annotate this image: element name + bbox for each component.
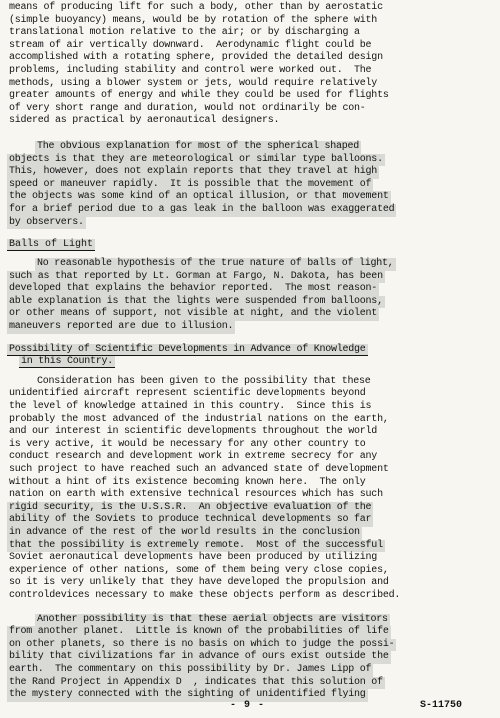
highlighted-line: This, however, does not explain reports that they travel at high <box>9 166 378 178</box>
text-line: the level of knowledge attained in this country. Since this is <box>9 401 372 413</box>
text-line: Consideration has been given to the possibility that these <box>37 375 371 387</box>
highlighted-line: or other means of support, not visible at night, and the violent <box>9 308 378 320</box>
page-number: - 9 - <box>230 700 266 711</box>
highlighted-line: maneuvers reported are due to illusion. <box>9 321 234 333</box>
highlighted-line: No reasonable hypothesis of the true nature of balls of light, <box>37 258 394 270</box>
text-line: Soviet aeronautical developments have been produced by utilizing <box>9 552 378 564</box>
highlighted-line: Another possibility is that these aerial objects are visitors <box>37 613 388 625</box>
highlighted-line: for a brief period due to a gas leak in the balloon was exaggerated <box>9 203 395 215</box>
text-line: methods, using a blower system or jets, would require relatively <box>9 77 378 89</box>
highlighted-line: by observers. <box>9 216 84 228</box>
spherical-objects-paragraph <box>9 141 490 229</box>
highlighted-line: from another planet. Little is known of the probabilities of life <box>9 626 389 638</box>
text-line: unidentified aircraft represent scientific developments beyond <box>9 388 366 400</box>
highlighted-line: bility that civilizations far in advance of ours exist outside the <box>9 651 389 663</box>
text-line: sidered as practical by aeronautical designers. <box>9 115 280 127</box>
section-heading-continued: in this Country. <box>21 356 114 368</box>
highlighted-line: the Rand Project in Appendix D , indicates that this solution of <box>9 676 383 688</box>
text-line: so it is very unlikely that they have developed the propulsion and <box>9 577 389 589</box>
highlighted-line: the objects was some kind of an optical illusion, or that movement <box>9 191 389 203</box>
highlighted-line: developed that explains the behavior reported. The most reason- <box>9 283 378 295</box>
consideration-paragraph <box>9 376 490 603</box>
section-heading: Possibility of Scientific Developments in Advance of Knowledge <box>9 343 366 355</box>
balls-of-light-heading-wrap <box>9 239 490 251</box>
highlighted-line: speed or maneuver rapidly. It is possible that the movement of <box>9 178 372 190</box>
text-line: nation on earth with extensive technical resources which has such <box>9 489 383 501</box>
highlighted-line: such as that reported by Lt. Gorman at Fargo, N. Dakota, has been <box>9 270 383 282</box>
highlighted-line: able explanation is that the lights were suspended from balloons, <box>9 295 383 307</box>
text-line: greater amounts of energy and while they could be used for flights <box>9 90 389 102</box>
section-heading: Balls of Light <box>9 239 94 251</box>
text-line: such project to have reached such an advanced state of development <box>9 464 389 475</box>
text-line: of very short range and duration, would not ordinarily be con- <box>9 102 366 114</box>
highlighted-line: the mystery connected with the sighting of unidentified flying <box>9 689 366 701</box>
text-line: means of producing lift for such a body, other than by aerostatic <box>9 2 383 13</box>
highlighted-line: on other planets, so there is no basis on which to judge the possi- <box>9 638 395 650</box>
text-line: stream of air vertically downward. Aerodynamic flight could be <box>9 39 372 51</box>
highlighted-line: earth. The commentary on this possibility by Dr. James Lipp of <box>9 663 372 675</box>
scientific-developments-heading-wrap <box>9 344 490 369</box>
text-line: (simple buoyancy) means, would be by rotation of the sphere with <box>9 14 378 26</box>
text-line: is very active, it would be necessary for any other country to <box>9 438 366 450</box>
text-line: translational motion relative to the air; or by discharging a <box>9 27 360 39</box>
balls-of-light-paragraph <box>9 258 490 334</box>
highlighted-line: in advance of the rest of the world results in the conclusion <box>9 526 360 538</box>
text-line: controldevices necessary to make these objects perform as described. <box>9 589 401 601</box>
text-line: without a hint of its existence becoming known here. The only <box>9 476 366 488</box>
visitors-paragraph <box>9 614 490 702</box>
intro-paragraph <box>9 2 490 128</box>
text-line: problems, including stability and control were worked out. The <box>9 64 372 76</box>
highlighted-line: that the possibility is extremely remote. Most of the successful <box>9 539 383 551</box>
highlighted-line: The obvious explanation for most of the spherical shaped <box>37 140 360 152</box>
text-line: accomplished with a rotating sphere, provided the detailed design <box>9 52 383 64</box>
text-line: conduct research and development work in extreme secrecy for any <box>9 451 378 463</box>
text-line: experience of other nations, some of them being very close copies, <box>9 564 389 576</box>
highlighted-line: ability of the Soviets to produce technical developments so far <box>9 514 372 526</box>
document-number: S-11750 <box>420 700 463 711</box>
highlighted-line: objects is that they are meteorological or similar type balloons. <box>9 153 383 165</box>
text-line: and our interest in scientific developments throughout the world <box>9 426 378 438</box>
highlighted-line: rigid security, is the U.S.S.R. An objective evaluation of the <box>9 501 372 513</box>
text-line: probably the most advanced of the industrial nations on the earth, <box>9 413 389 425</box>
